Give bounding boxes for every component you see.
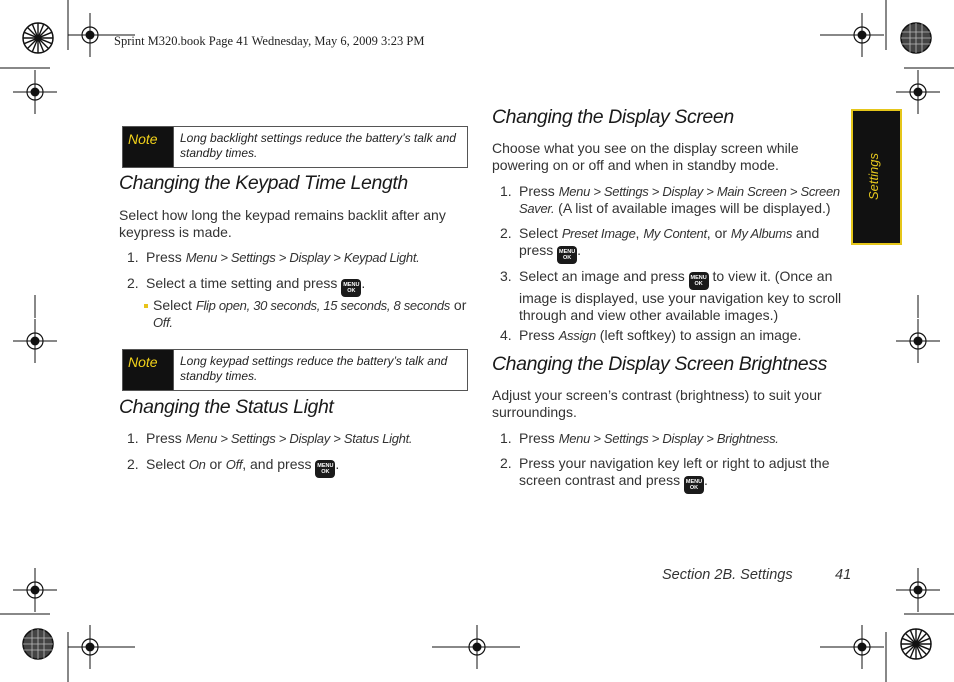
note-label: Note — [123, 127, 173, 167]
display-step-2: 2. Select Preset Image, My Content, or My Albums and press MENU OK . — [519, 225, 844, 264]
menu-path: Menu > Settings > Display > Main Screen > Screen Saver. — [519, 184, 840, 216]
keypad-intro: Select how long the keypad remains backlit after any keypress is made. — [119, 207, 446, 240]
print-header: Sprint M320.book Page 41 Wednesday, May 6, 2009 3:23 PM — [114, 34, 425, 48]
heading-keypad-time: Changing the Keypad Time Length — [119, 172, 408, 194]
menu-ok-key-icon: MENU OK — [684, 476, 704, 494]
menu-path: Menu > Settings > Display > Status Light. — [185, 431, 413, 446]
keypad-step-2: 2. Select a time setting and press MENU OK . — [146, 275, 466, 297]
keypad-step-1: 1. Press Menu > Settings > Display > Keypad Light. — [127, 249, 420, 265]
starburst-mark-top-left — [23, 23, 53, 53]
keypad-options-bullet: Select Flip open, 30 seconds, 15 seconds, 8 seconds or Off. — [153, 297, 469, 331]
menu-path: Menu > Settings > Display > Brightness. — [558, 431, 779, 446]
brightness-intro: Adjust your screen’s contrast (brightness) to suit your surroundings. — [492, 387, 822, 420]
footer-section: Section 2B. Settings — [662, 567, 793, 583]
menu-path: Menu > Settings > Display > Keypad Light. — [185, 250, 420, 265]
heading-display-screen: Changing the Display Screen — [492, 106, 734, 128]
heading-status-light: Changing the Status Light — [119, 396, 334, 418]
status-step-2: 2. Select On or Off, and press MENU OK . — [146, 456, 466, 478]
grid-mark-bottom-left — [23, 629, 53, 659]
display-step-4: 4. Press Assign (left softkey) to assign an image. — [500, 327, 802, 343]
note-backlight — [122, 126, 468, 168]
note-text: Long keypad settings reduce the battery’s talk and standby times. — [173, 350, 467, 390]
menu-ok-key-icon: MENU OK — [315, 460, 335, 478]
brightness-step-2: 2. Press your navigation key left or right to adjust the screen contrast and press MENU OK . — [519, 455, 844, 494]
display-intro: Choose what you see on the display screen while powering on or off and when in standby mode. — [492, 140, 799, 173]
status-step-1: 1. Press Menu > Settings > Display > Status Light. — [127, 430, 413, 446]
bullet-icon — [144, 304, 148, 308]
grid-mark-top-right — [901, 23, 931, 53]
note-label: Note — [123, 350, 173, 390]
page-number: 41 — [835, 567, 852, 583]
note-text: Long backlight settings reduce the battery’s talk and standby times. — [173, 127, 467, 167]
display-step-3: 3. Select an image and press MENU OK to view it. (Once an image is displayed, use your navigation key to scroll through and view other available images.) — [500, 268, 842, 323]
side-tab-label: Settings — [866, 153, 881, 200]
menu-ok-key-icon: MENU OK — [689, 272, 709, 290]
heading-display-brightness: Changing the Display Screen Brightness — [492, 353, 827, 375]
note-keypad — [122, 349, 468, 391]
display-step-1: 1. Press Menu > Settings > Display > Main Screen > Screen Saver. (A list of available images will be displayed.) — [500, 183, 840, 216]
menu-ok-key-icon: MENU OK — [341, 279, 361, 297]
brightness-step-1: 1. Press Menu > Settings > Display > Brightness. — [500, 430, 779, 446]
starburst-mark-bottom-right — [901, 629, 931, 659]
menu-ok-key-icon: MENU OK — [557, 246, 577, 264]
